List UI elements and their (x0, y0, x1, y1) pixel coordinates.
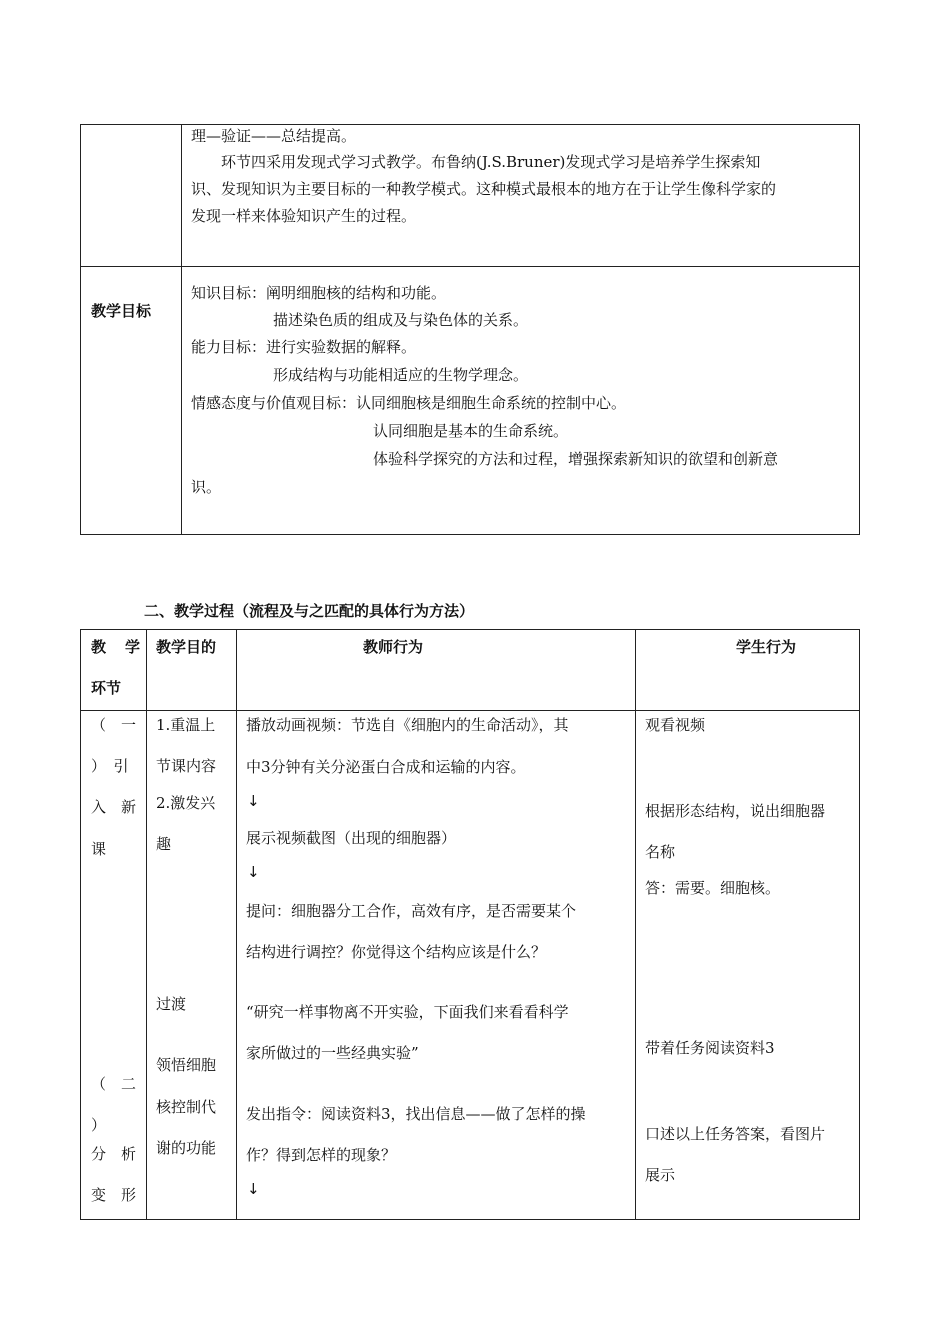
teacher-text: 中3分钟有关分泌蛋白合成和运输的内容。 (246, 758, 526, 776)
stage-text: 变 形 (91, 1186, 137, 1204)
header-purpose: 教学目的 (156, 638, 217, 656)
stage-text: （ 二 (91, 1075, 137, 1093)
stage-text: （ 一 (91, 716, 137, 734)
purpose-text: 2.激发兴 (156, 794, 216, 812)
goal-line: 情感态度与价值观目标：认同细胞核是细胞生命系统的控制中心。 (191, 394, 627, 412)
teacher-text: 家所做过的一些经典实验” (246, 1044, 419, 1062)
teacher-text: 提问：细胞器分工合作，高效有序，是否需要某个 (246, 902, 577, 920)
goal-line: 形成结构与功能相适应的生物学理念。 (273, 366, 529, 384)
student-text: 展示 (645, 1166, 676, 1184)
purpose-text: 谢的功能 (156, 1139, 217, 1157)
student-text: 名称 (645, 843, 676, 861)
header-teacher: 教师行为 (363, 638, 424, 656)
teacher-text: “研究一样事物离不开实验，下面我们来看看科学 (246, 1003, 569, 1021)
student-text: 口述以上任务答案，看图片 (645, 1125, 826, 1143)
student-text: 观看视频 (645, 716, 706, 734)
header-stage: 教 学 (91, 638, 143, 656)
goal-line: 能力目标：进行实验数据的解释。 (191, 338, 417, 356)
teacher-text: 发出指令：阅读资料3，找出信息——做了怎样的操 (246, 1105, 586, 1123)
stage-text: ） 引 (91, 757, 129, 775)
method-text-line: 理—验证——总结提高。 (191, 127, 357, 145)
table-divider (635, 630, 636, 1219)
header-student: 学生行为 (736, 638, 797, 656)
goal-line: 体验科学探究的方法和过程，增强探索新知识的欲望和创新意 (373, 450, 779, 468)
stage-text: 分 析 (91, 1145, 137, 1163)
header-stage: 环节 (91, 679, 122, 697)
down-arrow-icon: ↓ (247, 863, 260, 881)
table-divider (146, 630, 147, 1219)
method-text-line: 识、发现知识为主要目标的一种教学模式。这种模式最根本的地方在于让学生像科学家的 (191, 180, 777, 198)
method-text-line: 发现一样来体验知识产生的过程。 (191, 207, 417, 225)
section-title: 二、教学过程（流程及与之匹配的具体行为方法） (144, 602, 475, 620)
table-divider (81, 266, 859, 267)
student-text: 带着任务阅读资料3 (645, 1039, 775, 1057)
goals-label: 教学目标 (91, 302, 152, 320)
goal-line: 认同细胞是基本的生命系统。 (373, 422, 569, 440)
purpose-text: 趣 (156, 835, 172, 853)
teacher-text: 播放动画视频：节选自《细胞内的生命活动》，其 (246, 716, 569, 734)
goal-line: 知识目标：阐明细胞核的结构和功能。 (191, 284, 447, 302)
teacher-text: 展示视频截图（出现的细胞器） (246, 829, 457, 847)
process-table (80, 629, 860, 1220)
purpose-text: 核控制代 (156, 1098, 217, 1116)
teacher-text: 结构进行调控？你觉得这个结构应该是什么？ (246, 943, 547, 961)
student-text: 根据形态结构，说出细胞器 (645, 802, 826, 820)
stage-text: 入 新 (91, 798, 137, 816)
stage-text: ） (91, 1116, 107, 1134)
purpose-text: 节课内容 (156, 757, 217, 775)
goal-line: 描述染色质的组成及与染色体的关系。 (273, 311, 529, 329)
down-arrow-icon: ↓ (247, 792, 260, 810)
student-text: 答：需要。细胞核。 (645, 879, 781, 897)
table-divider (181, 125, 182, 534)
down-arrow-icon: ↓ (247, 1180, 260, 1198)
purpose-text: 领悟细胞 (156, 1056, 217, 1074)
objectives-table (80, 124, 860, 535)
purpose-text: 过渡 (156, 995, 187, 1013)
goal-line: 识。 (191, 478, 222, 496)
table-divider (81, 710, 859, 711)
purpose-text: 1.重温上 (156, 716, 216, 734)
method-text-line: 环节四采用发现式学习式教学。布鲁纳(J.S.Bruner)发现式学习是培养学生探索知 (221, 153, 761, 171)
table-divider (236, 630, 237, 1219)
teacher-text: 作？得到怎样的现象？ (246, 1146, 397, 1164)
stage-text: 课 (91, 840, 107, 858)
